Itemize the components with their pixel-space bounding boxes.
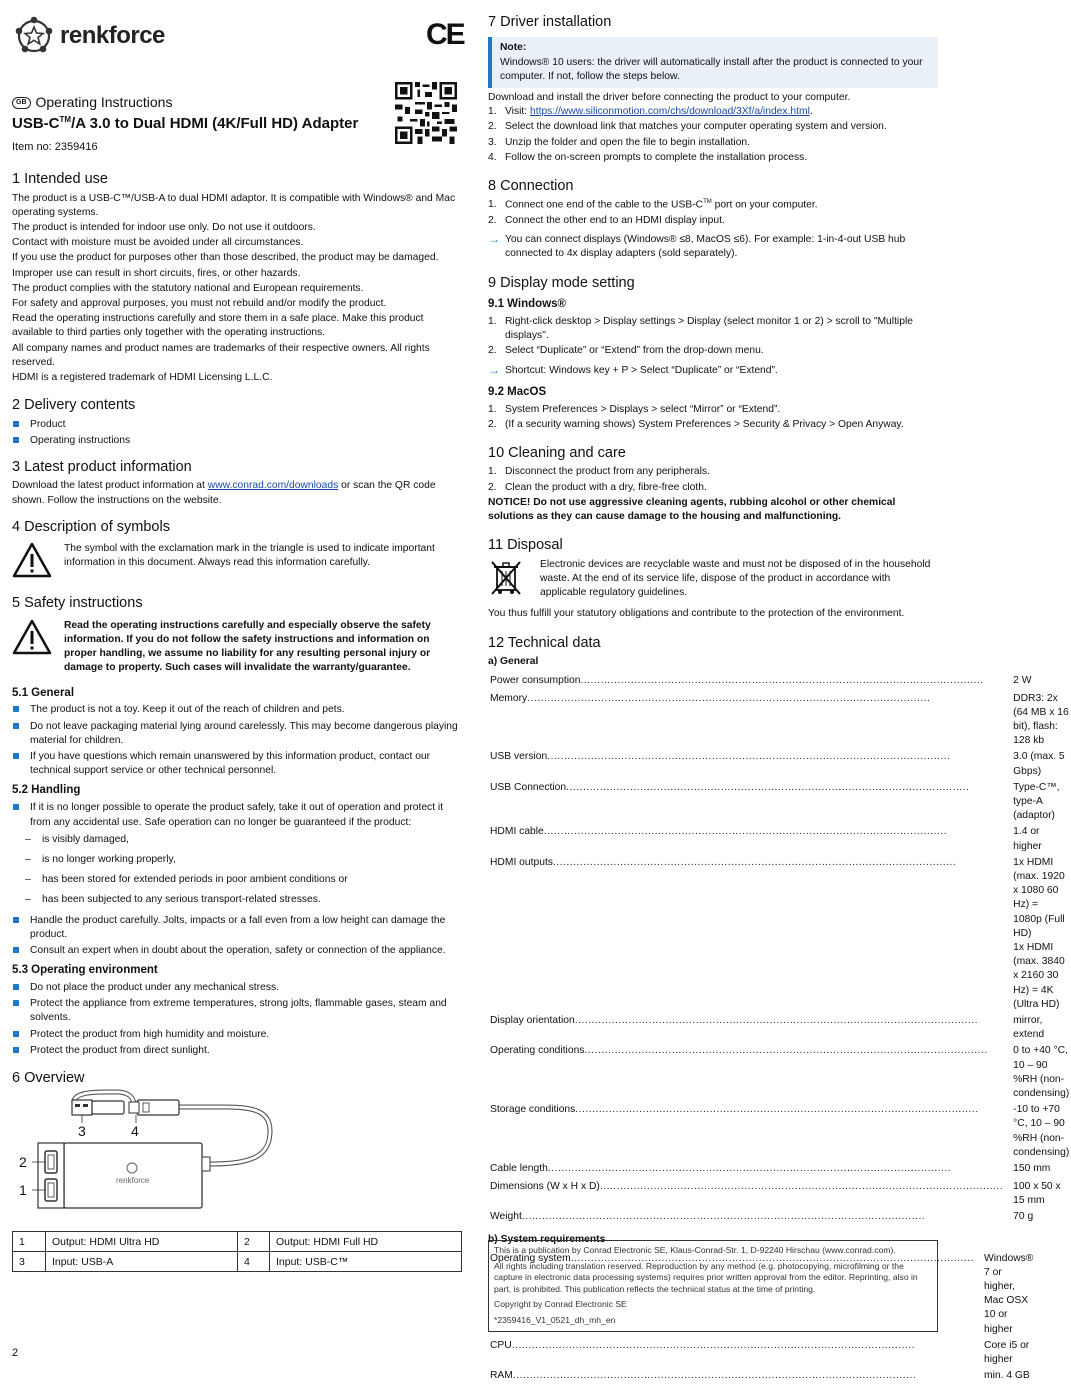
windows-steps xyxy=(488,315,938,359)
spec-value xyxy=(1005,1043,1071,1102)
arrow-right-icon: → xyxy=(488,362,500,377)
heading-general-specs: a) General xyxy=(488,656,539,668)
spec-row xyxy=(488,1161,1071,1179)
spec-key xyxy=(488,1161,1005,1179)
handling-intro: If it is no longer possible to operate the product safely, take it out of operation and protect it from any accidental use. Safe operation can no longer be guaranteed if the product: xyxy=(30,802,444,828)
spec-key xyxy=(488,673,1005,691)
paragraph: The product is intended for indoor use only. Do not use it outdoors. xyxy=(12,221,316,233)
disposal-footer: You thus fulfill your statutory obligations and contribute to the protection of the environment. xyxy=(488,607,905,619)
spec-value-line: mirror, extend xyxy=(1013,1015,1045,1041)
list-item: 2. Select the download link that matches your computer operating system and version. xyxy=(488,121,887,133)
dot-leader: ........................................................................................................................ xyxy=(547,751,951,763)
device-brand-mark: renkforce xyxy=(116,1176,150,1186)
overview-diagram xyxy=(12,1091,462,1221)
title-trademark: TM xyxy=(59,115,72,125)
list-item: Product xyxy=(12,418,462,432)
spec-label: CPU xyxy=(490,1339,512,1351)
spec-key xyxy=(488,1102,1005,1161)
spec-value xyxy=(976,1251,1035,1338)
footer-line: Copyright by Conrad Electronic SE xyxy=(494,1299,627,1310)
dot-leader: ........................................................................................................................ xyxy=(511,1339,916,1351)
spec-value-line: 1.4 or higher xyxy=(1013,826,1042,852)
spec-value xyxy=(976,1338,1035,1368)
downloads-link[interactable]: www.conrad.com/downloads xyxy=(207,480,339,492)
title-prefix: USB-C xyxy=(12,115,60,133)
safety-intro-text: Read the operating instructions carefully and especially observe the safety information. If you do not follow the safety instructions and information on proper handling, we assume no liability for any resulting personal injury or damage to property. Such cases will invalidate the warranty/guarantee. xyxy=(64,619,431,674)
dot-leader: ........................................................................................................................ xyxy=(584,1045,988,1057)
list-item: 2. Clean the product with a dry, fibre-free cloth. xyxy=(488,481,707,493)
spec-key-wrap xyxy=(490,692,1003,706)
spec-label: HDMI cable xyxy=(490,826,544,838)
heading-connection: 8 Connection xyxy=(488,178,574,195)
list-item: If you have questions which remain unanswered by this information product, contact our technical support service or other technical personnel. xyxy=(12,750,462,778)
spec-row xyxy=(488,1209,1071,1227)
text: (If a security warning shows) System Preferences > Security & Privacy > Open Anyway. xyxy=(505,418,904,430)
paragraph: For safety and approval purposes, you must not rebuild and/or modify the product. xyxy=(12,297,387,309)
text: or scan the QR code shown. Follow the instructions on the website. xyxy=(12,480,436,506)
dot-leader: ........................................................................................................................ xyxy=(543,826,948,838)
paragraph: Contact with moisture must be avoided under all circumstances. xyxy=(12,237,304,249)
driver-intro: Download and install the driver before connecting the product to your computer. xyxy=(488,92,851,103)
spec-value-line: DDR3: 2x (64 MB x 16 bit), flash: 128 kb xyxy=(1013,692,1069,747)
list-item: 1. Right-click desktop > Display settings > Display (select monitor 1 or 2) > scroll to "Multiple displays". xyxy=(488,315,913,342)
spec-label: Display orientation xyxy=(490,1015,575,1027)
list-item: Protect the product from direct sunlight. xyxy=(12,1044,462,1058)
left-column xyxy=(12,0,462,1272)
callout-4: 4 xyxy=(131,1123,139,1140)
spec-value xyxy=(1005,1161,1071,1179)
paragraph: All company names and product names are trademarks of their respective owners. All rights reserved. xyxy=(12,342,430,368)
tip-text: Shortcut: Windows key + P > Select “Duplicate” or “Extend”. xyxy=(505,364,778,376)
symbol-description xyxy=(12,542,462,583)
spec-value-line: min. 4 GB xyxy=(984,1370,1030,1382)
windows-tip xyxy=(488,364,938,378)
dot-leader: ........................................................................................................................ xyxy=(570,1252,975,1264)
handling-list xyxy=(12,801,462,958)
spec-label: Weight xyxy=(490,1211,522,1223)
callout-1: 1 xyxy=(19,1182,27,1199)
list-item: Protect the appliance from extreme temperatures, strong jolts, flammable gases, steam and solvents. xyxy=(12,997,462,1025)
spec-value-line: -10 to +70 °C, 10 – 90 %RH (non-condensing) xyxy=(1013,1104,1070,1158)
spec-row xyxy=(488,1179,1071,1209)
footer-line: This is a publication by Conrad Electronic SE, Klaus-Conrad-Str. 1, D-92240 Hirschau (www.conrad.com). xyxy=(494,1245,896,1255)
item-number: Item no: 2359416 xyxy=(12,141,98,153)
spec-key xyxy=(488,855,1005,1013)
table-cell: Input: USB-A xyxy=(46,1252,238,1272)
list-item: Do not place the product under any mechanical stress. xyxy=(12,981,462,995)
dot-leader: ........................................................................................................................ xyxy=(574,1015,979,1027)
spec-label: Power consumption xyxy=(490,674,581,686)
paragraph: If you use the product for purposes other than those described, the product may be damaged. xyxy=(12,252,439,264)
spec-value-line: Type-C™, type-A (adaptor) xyxy=(1013,781,1060,822)
spec-row xyxy=(488,780,1071,825)
spec-label: HDMI outputs xyxy=(490,856,553,868)
spec-value-line: Core i5 or higher xyxy=(984,1339,1030,1366)
footer-line: All rights including translation reserved. Reproduction by any method (e.g. photocopying, microfilming or the capture in electronic data processing systems) requires prior written approval from the editor. Reprinting, also in part, is prohibited. This publication reflects the technical status at the time of printing. xyxy=(494,1260,918,1294)
dot-leader: ........................................................................................................................ xyxy=(521,1211,926,1223)
table-cell: 1 xyxy=(13,1232,46,1252)
note-title: Note: xyxy=(500,42,527,54)
heading-latest-info: 3 Latest product information xyxy=(12,459,192,475)
spec-key-wrap xyxy=(490,1180,1003,1194)
text: Disconnect the product from any peripherals. xyxy=(505,466,710,478)
paragraph: HDMI is a registered trademark of HDMI Licensing L.L.C. xyxy=(12,372,273,383)
spec-label: Operating conditions xyxy=(490,1045,585,1057)
text: port on your computer. xyxy=(711,199,818,211)
heading-windows: 9.1 Windows® xyxy=(488,298,567,311)
spec-label: USB Connection xyxy=(490,781,567,793)
spec-key-wrap xyxy=(490,1014,1003,1028)
dot-leader: ........................................................................................................................ xyxy=(566,781,970,793)
adapter-illustration xyxy=(12,1091,462,1221)
spec-label: RAM xyxy=(490,1370,513,1382)
dash-item: – has been subjected to any serious transport-related stresses. xyxy=(12,893,462,907)
spec-value-line: 3.0 (max. 5 Gbps) xyxy=(1013,751,1065,777)
ce-mark: CE xyxy=(426,18,464,51)
title-suffix: /A 3.0 to Dual HDMI (4K/Full HD) Adapter xyxy=(71,115,359,133)
list-item: The product is not a toy. Keep it out of the reach of children and pets. xyxy=(12,703,462,717)
spec-row xyxy=(488,1338,1035,1368)
warning-triangle-icon xyxy=(12,619,64,660)
cleaning-steps xyxy=(488,465,938,494)
disposal-block xyxy=(488,558,938,603)
heading-delivery-contents: 2 Delivery contents xyxy=(12,397,136,414)
list-item: 4. Follow the on-screen prompts to complete the installation process. xyxy=(488,151,808,163)
spec-key xyxy=(488,780,1005,825)
list-item: Do not leave packaging material lying around carelessly. This may become dangerous playing material for children. xyxy=(12,720,462,748)
spec-row xyxy=(488,749,1071,779)
spec-value xyxy=(1005,1209,1071,1227)
spec-key xyxy=(488,1338,976,1368)
arrow-right-icon: → xyxy=(488,232,500,247)
list-item: 3. Unzip the folder and open the file to begin installation. xyxy=(488,136,751,148)
general-list xyxy=(12,703,462,778)
spec-label: Dimensions (W x H x D) xyxy=(490,1181,600,1193)
list-item xyxy=(12,801,462,907)
spec-key-wrap xyxy=(490,1339,974,1353)
right-column xyxy=(488,0,1070,1386)
spec-value-line: 100 x 50 x 15 mm xyxy=(1013,1181,1061,1207)
spec-value xyxy=(1005,824,1071,854)
spec-key xyxy=(488,824,1005,854)
section-label: Operating Instructions xyxy=(35,94,173,110)
dot-leader: ........................................................................................................................ xyxy=(512,1370,917,1382)
table-cell: Input: USB-C™ xyxy=(270,1252,462,1272)
cleaning-notice: NOTICE! Do not use aggressive cleaning agents, rubbing alcohol or other chemical solutions as they can cause damage to the housing and malfunctioning. xyxy=(488,496,896,522)
list-item: 1. Disconnect the product from any peripherals. xyxy=(488,466,710,478)
heading-macos: 9.2 MacOS xyxy=(488,385,547,398)
spec-value xyxy=(1005,1013,1071,1043)
list-item: 1. System Preferences > Displays > select “Mirror” or “Extend”. xyxy=(488,403,781,415)
text: . xyxy=(809,106,813,118)
spec-key-wrap xyxy=(490,1044,1003,1058)
delivery-list xyxy=(12,418,462,448)
page-number: 2 xyxy=(12,1347,19,1359)
table-cell: Output: HDMI Ultra HD xyxy=(46,1232,238,1252)
spec-value-line: 2 W xyxy=(1013,674,1032,686)
callout-3: 3 xyxy=(78,1123,86,1140)
spec-key-wrap xyxy=(490,856,1003,870)
spec-key xyxy=(488,1179,1005,1209)
spec-key-wrap xyxy=(490,1369,974,1383)
spec-key xyxy=(488,1209,1005,1227)
list-item: 1. Connect one end of the cable to the USB-C™ port on your computer. xyxy=(488,199,818,211)
spec-row xyxy=(488,673,1071,691)
table-cell: Output: HDMI Full HD xyxy=(270,1232,462,1252)
footer-line: *2359416_V1_0521_dh_mh_en xyxy=(494,1314,616,1325)
warning-triangle-icon xyxy=(12,542,64,583)
spec-key-wrap xyxy=(490,1162,1003,1176)
spec-value xyxy=(1005,855,1071,1013)
spec-label: USB version xyxy=(490,751,548,763)
text: System Preferences > Displays > select “Mirror” or “Extend”. xyxy=(505,403,781,415)
heading-display-mode: 9 Display mode setting xyxy=(488,274,635,291)
spec-key xyxy=(488,1013,1005,1043)
disposal-text: Electronic devices are recyclable waste and must not be disposed of in the household waste. At the end of its service life, dispose of the product in accordance with applicable regulatory guidelines. xyxy=(540,558,931,598)
list-item: Handle the product carefully. Jolts, impacts or a fall even from a low height can damage the product. xyxy=(12,914,462,942)
trademark: TM xyxy=(703,199,712,206)
text: Select “Duplicate” or “Extend” from the drop-down menu. xyxy=(505,345,764,357)
dot-leader: ........................................................................................................................ xyxy=(547,1163,952,1175)
spec-key-wrap xyxy=(490,674,1003,688)
heading-technical-data: 12 Technical data xyxy=(488,634,601,651)
text: Right-click desktop > Display settings > Display (select monitor 1 or 2) > scroll to "Multiple displays". xyxy=(505,315,913,342)
spec-label: Memory xyxy=(490,692,528,704)
dot-leader: ........................................................................................................................ xyxy=(527,692,931,704)
crossed-bin-icon xyxy=(488,558,540,603)
text: Download the latest product information at xyxy=(12,480,208,492)
heading-handling: 5.2 Handling xyxy=(12,784,81,797)
tip-text: You can connect displays (Windows® ≤8, MacOS ≤6). For example: 1-in-4-out USB hub connected to 4x display adapters (sold separately). xyxy=(505,234,906,260)
dot-leader: ........................................................................................................................ xyxy=(575,1104,979,1116)
text: Connect the other end to an HDMI display input. xyxy=(505,215,725,227)
spec-key-wrap xyxy=(490,1210,1003,1224)
qr-code-icon xyxy=(395,82,457,144)
heading-operating-environment: 5.3 Operating environment xyxy=(12,964,158,977)
spec-row xyxy=(488,855,1071,1013)
macos-steps xyxy=(488,403,938,432)
spec-value xyxy=(1005,1102,1071,1161)
heading-safety: 5 Safety instructions xyxy=(12,595,143,612)
spec-row xyxy=(488,824,1071,854)
dot-leader: ........................................................................................................................ xyxy=(599,1181,1004,1193)
environment-list xyxy=(12,981,462,1058)
spec-value-line: 150 mm xyxy=(1013,1163,1051,1175)
note-text: Windows® 10 users: the driver will automatically install after the product is connected to your computer. If not, follow the steps below. xyxy=(500,56,923,82)
overview-table xyxy=(12,1231,462,1272)
paragraph: The product is a USB-C™/USB-A to dual HDMI adaptor. It is compatible with Windows® and Mac operating systems. xyxy=(12,192,456,218)
heading-system-requirements: b) System requirements xyxy=(488,1234,606,1246)
renkforce-logo-icon xyxy=(12,14,56,58)
table-cell: 4 xyxy=(238,1252,270,1272)
spec-value-line: 0 to +40 °C, 10 – 90 %RH (non-condensing) xyxy=(1013,1045,1070,1100)
spec-label: Operating system xyxy=(490,1252,571,1264)
connection-steps xyxy=(488,198,938,228)
spec-value xyxy=(976,1368,1035,1386)
text: Connect one end of the cable to the USB-C xyxy=(505,199,704,211)
text: Clean the product with a dry, fibre-free cloth. xyxy=(505,481,707,493)
dash-item: – is visibly damaged, xyxy=(12,833,462,847)
spec-key-wrap xyxy=(490,825,1003,839)
list-item: 1. Visit: https://www.siliconmotion.com/chs/download/3Xf/a/index.html. xyxy=(488,106,813,118)
paragraph: Read the operating instructions carefully and store them in a safe place. Make this product available to third parties only together with the operating instructions. xyxy=(12,313,424,339)
text: Select the download link that matches your computer operating system and version. xyxy=(505,121,887,133)
table-row xyxy=(13,1252,462,1272)
heading-general: 5.1 General xyxy=(12,686,75,699)
note-box xyxy=(488,37,938,88)
text: Visit: xyxy=(505,106,530,118)
spec-value xyxy=(1005,749,1071,779)
dash-item: – has been stored for extended periods in poor ambient conditions or xyxy=(12,873,462,887)
spec-row xyxy=(488,1043,1071,1102)
spec-key-wrap xyxy=(490,750,1003,764)
heading-intended-use: 1 Intended use xyxy=(12,171,108,188)
spec-value-line: 1x HDMI (max. 3840 x 2160 30 Hz) = 4K (Ultra HD) xyxy=(1013,942,1065,1010)
callout-2: 2 xyxy=(19,1154,27,1171)
dash-item: – is no longer working properly, xyxy=(12,853,462,867)
spec-value xyxy=(1005,1179,1071,1209)
general-specs-table xyxy=(488,673,1071,1228)
intended-use-body xyxy=(12,192,462,386)
table-cell: 2 xyxy=(238,1232,270,1252)
spec-label: Storage conditions xyxy=(490,1104,576,1116)
spec-row xyxy=(488,1013,1071,1043)
list-item: Operating instructions xyxy=(12,434,462,448)
dot-leader: ........................................................................................................................ xyxy=(552,856,957,868)
spec-value xyxy=(1005,780,1071,825)
spec-key xyxy=(488,1043,1005,1102)
spec-row xyxy=(488,691,1071,750)
spec-key-wrap xyxy=(490,1103,1003,1117)
spec-key-wrap xyxy=(490,781,1003,795)
driver-steps xyxy=(488,105,938,165)
heading-overview: 6 Overview xyxy=(12,1070,85,1087)
text: Unzip the folder and open the file to begin installation. xyxy=(505,136,751,148)
list-item: Protect the product from high humidity and moisture. xyxy=(12,1028,462,1042)
spec-value-line: Windows® 7 or higher, Mac OSX 10 or higher xyxy=(984,1252,1034,1335)
table-cell: 3 xyxy=(13,1252,46,1272)
connection-tip xyxy=(488,233,938,261)
heading-disposal: 11 Disposal xyxy=(488,537,563,554)
brand-name: renkforce xyxy=(60,22,165,50)
spec-key xyxy=(488,1368,976,1386)
heading-driver-installation: 7 Driver installation xyxy=(488,14,612,30)
damage-conditions-list xyxy=(12,833,462,908)
dot-leader: ........................................................................................................................ xyxy=(580,674,984,686)
table-row xyxy=(13,1232,462,1252)
spec-label: Cable length xyxy=(490,1163,548,1175)
spec-value xyxy=(1005,673,1071,691)
publisher-footer xyxy=(488,1240,938,1332)
symbol-text: The symbol with the exclamation mark in the triangle is used to indicate important information in this document. Always read this information carefully. xyxy=(64,543,435,569)
language-badge: GB xyxy=(12,97,31,109)
spec-key xyxy=(488,749,1005,779)
spec-row xyxy=(488,1368,1035,1386)
paragraph: The product complies with the statutory national and European requirements. xyxy=(12,282,364,294)
list-item: Consult an expert when in doubt about the operation, safety or connection of the appliance. xyxy=(12,944,462,958)
spec-key xyxy=(488,691,1005,750)
spec-row xyxy=(488,1102,1071,1161)
paragraph: Improper use can result in short circuits, fires, or other hazards. xyxy=(12,267,301,279)
latest-info-text xyxy=(12,479,462,507)
text: Follow the on-screen prompts to complete the installation process. xyxy=(505,151,808,163)
spec-value xyxy=(1005,691,1071,750)
list-item: 2. Select “Duplicate” or “Extend” from the drop-down menu. xyxy=(488,345,764,357)
list-item: 2. Connect the other end to an HDMI display input. xyxy=(488,215,725,227)
spec-value-line: 1x HDMI (max. 1920 x 1080 60 Hz) = 1080p (Full HD) xyxy=(1013,856,1065,939)
heading-cleaning: 10 Cleaning and care xyxy=(488,444,626,461)
driver-download-link[interactable]: https://www.siliconmotion.com/chs/download/3Xf/a/index.html xyxy=(530,106,810,118)
safety-intro xyxy=(12,619,462,676)
brand-logo xyxy=(12,16,462,56)
list-item: 2. (If a security warning shows) System Preferences > Security & Privacy > Open Anyway. xyxy=(488,418,904,430)
heading-symbols: 4 Description of symbols xyxy=(12,518,170,535)
spec-value-line: 70 g xyxy=(1013,1211,1034,1223)
